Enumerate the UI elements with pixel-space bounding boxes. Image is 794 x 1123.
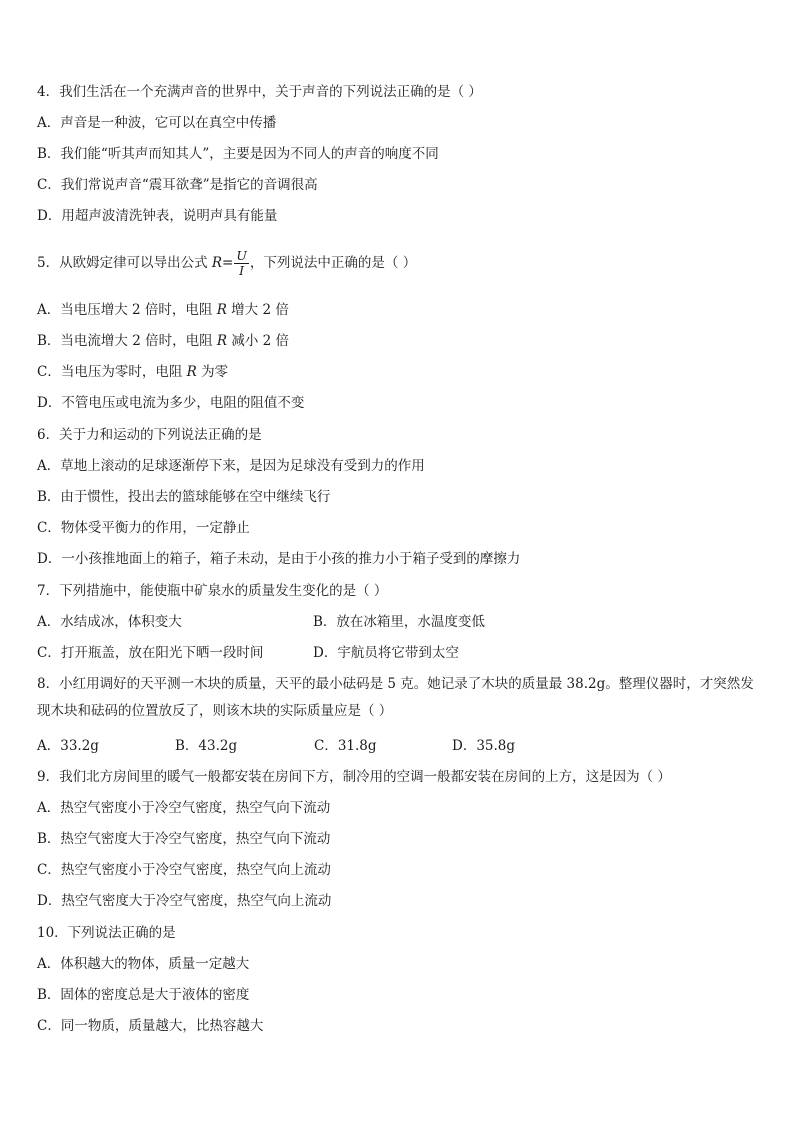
- q8-option-d: D．35.8g: [452, 738, 516, 754]
- q5-option-c-tail: 为零: [196, 364, 229, 380]
- q6-option-d: D．一小孩推地面上的箱子，箱子未动，是由于小孩的推力小于箱子受到的摩擦力: [37, 551, 521, 567]
- q4-option-a: A．声音是一种波，它可以在真空中传播: [37, 115, 277, 131]
- q7-stem: 7．下列措施中，能使瓶中矿泉水的质量发生变化的是（ ）: [37, 583, 388, 599]
- q6-stem: 6．关于力和运动的下列说法正确的是: [37, 427, 262, 443]
- q8-option-a: A．33.2g: [37, 738, 99, 754]
- q5-option-b-var: R: [216, 333, 228, 349]
- q5-option-a-var: R: [216, 302, 227, 318]
- q9-option-d: D．热空气密度大于冷空气密度，热空气向上流动: [37, 893, 332, 909]
- q5-option-c: [37, 363, 228, 381]
- q7-options-row-1: [37, 613, 757, 631]
- q4-option-b: B．我们能“听其声而知其人”，主要是因为不同人的声音的响度不同: [37, 146, 439, 162]
- q7-options-row-2: [37, 644, 757, 662]
- q6-option-a: A．草地上滚动的足球逐渐停下来，是因为足球没有受到力的作用: [37, 458, 425, 474]
- q4-stem: 4．我们生活在一个充满声音的世界中，关于声音的下列说法正确的是（ ）: [37, 84, 482, 100]
- q6-option-c: C．物体受平衡力的作用，一定静止: [37, 520, 250, 536]
- q5-option-c-var: R: [186, 364, 197, 380]
- q5-option-a-tail: 增大 2 倍: [226, 302, 289, 318]
- q5-stem: [37, 248, 416, 278]
- q5-option-b-tail: 减小 2 倍: [227, 333, 290, 349]
- q6-option-b: B．由于惯性，投出去的篮球能够在空中继续飞行: [37, 489, 331, 505]
- q5-option-d: D．不管电压或电流为多少，电阻的阻值不变: [37, 395, 305, 411]
- q8-option-c: C．31.8g: [314, 738, 377, 754]
- q8-options-row: [37, 737, 757, 755]
- q10-option-b: B．固体的密度总是大于液体的密度: [37, 987, 250, 1003]
- q5-option-a-text: A．当电压增大 2 倍时，电阻: [37, 302, 217, 318]
- q5-formula-lhs: R=: [211, 255, 234, 271]
- q9-option-a: A．热空气密度小于冷空气密度，热空气向下流动: [37, 800, 331, 816]
- q10-option-a: A．体积越大的物体，质量一定越大: [37, 956, 250, 972]
- q9-stem: 9．我们北方房间里的暖气一般都安装在房间下方，制冷用的空调一般都安装在房间的上方，这是因为（ ）: [37, 769, 671, 785]
- q7-option-c: C．打开瓶盖，放在阳光下晒一段时间: [37, 645, 264, 661]
- q8-option-b: B．43.2g: [175, 738, 238, 754]
- q5-option-b: [37, 332, 289, 350]
- q5-stem-suffix: ，下列说法中正确的是（ ）: [249, 255, 417, 271]
- q7-option-d: D．宇航员将它带到太空: [313, 645, 459, 661]
- q9-option-c: C．热空气密度小于冷空气密度，热空气向上流动: [37, 862, 331, 878]
- q4-option-c: C．我们常说声音“震耳欲聋”是指它的音调很高: [37, 177, 318, 193]
- q5-option-c-text: C．当电压为零时，电阻: [37, 364, 187, 380]
- q8-stem: 8．小红用调好的天平测一木块的质量，天平的最小砝码是 5 克。她记录了木块的质量最 38.2g。整理仪器时，才突然发现木块和砝码的位置放反了，则该木块的实际质量应是（ ）: [37, 676, 754, 719]
- q7-option-a: A．水结成冰，体积变大: [37, 614, 182, 630]
- q5-formula-denominator: I: [239, 263, 245, 278]
- q5-formula-numerator: U: [236, 248, 247, 263]
- q5-formula-fraction: [234, 249, 249, 278]
- q10-option-c: C．同一物质，质量越大，比热容越大: [37, 1018, 264, 1034]
- q9-option-b: B．热空气密度大于冷空气密度，热空气向下流动: [37, 831, 331, 847]
- q10-stem: 10．下列说法正确的是: [37, 925, 176, 941]
- q5-option-a: [37, 301, 289, 319]
- q5-stem-prefix: 5．从欧姆定律可以导出公式: [37, 255, 212, 271]
- q7-option-b: B．放在冰箱里，水温度变低: [313, 614, 485, 630]
- q4-option-d: D．用超声波清洗钟表，说明声具有能量: [37, 208, 278, 224]
- q5-option-b-text: B．当电流增大 2 倍时，电阻: [37, 333, 217, 349]
